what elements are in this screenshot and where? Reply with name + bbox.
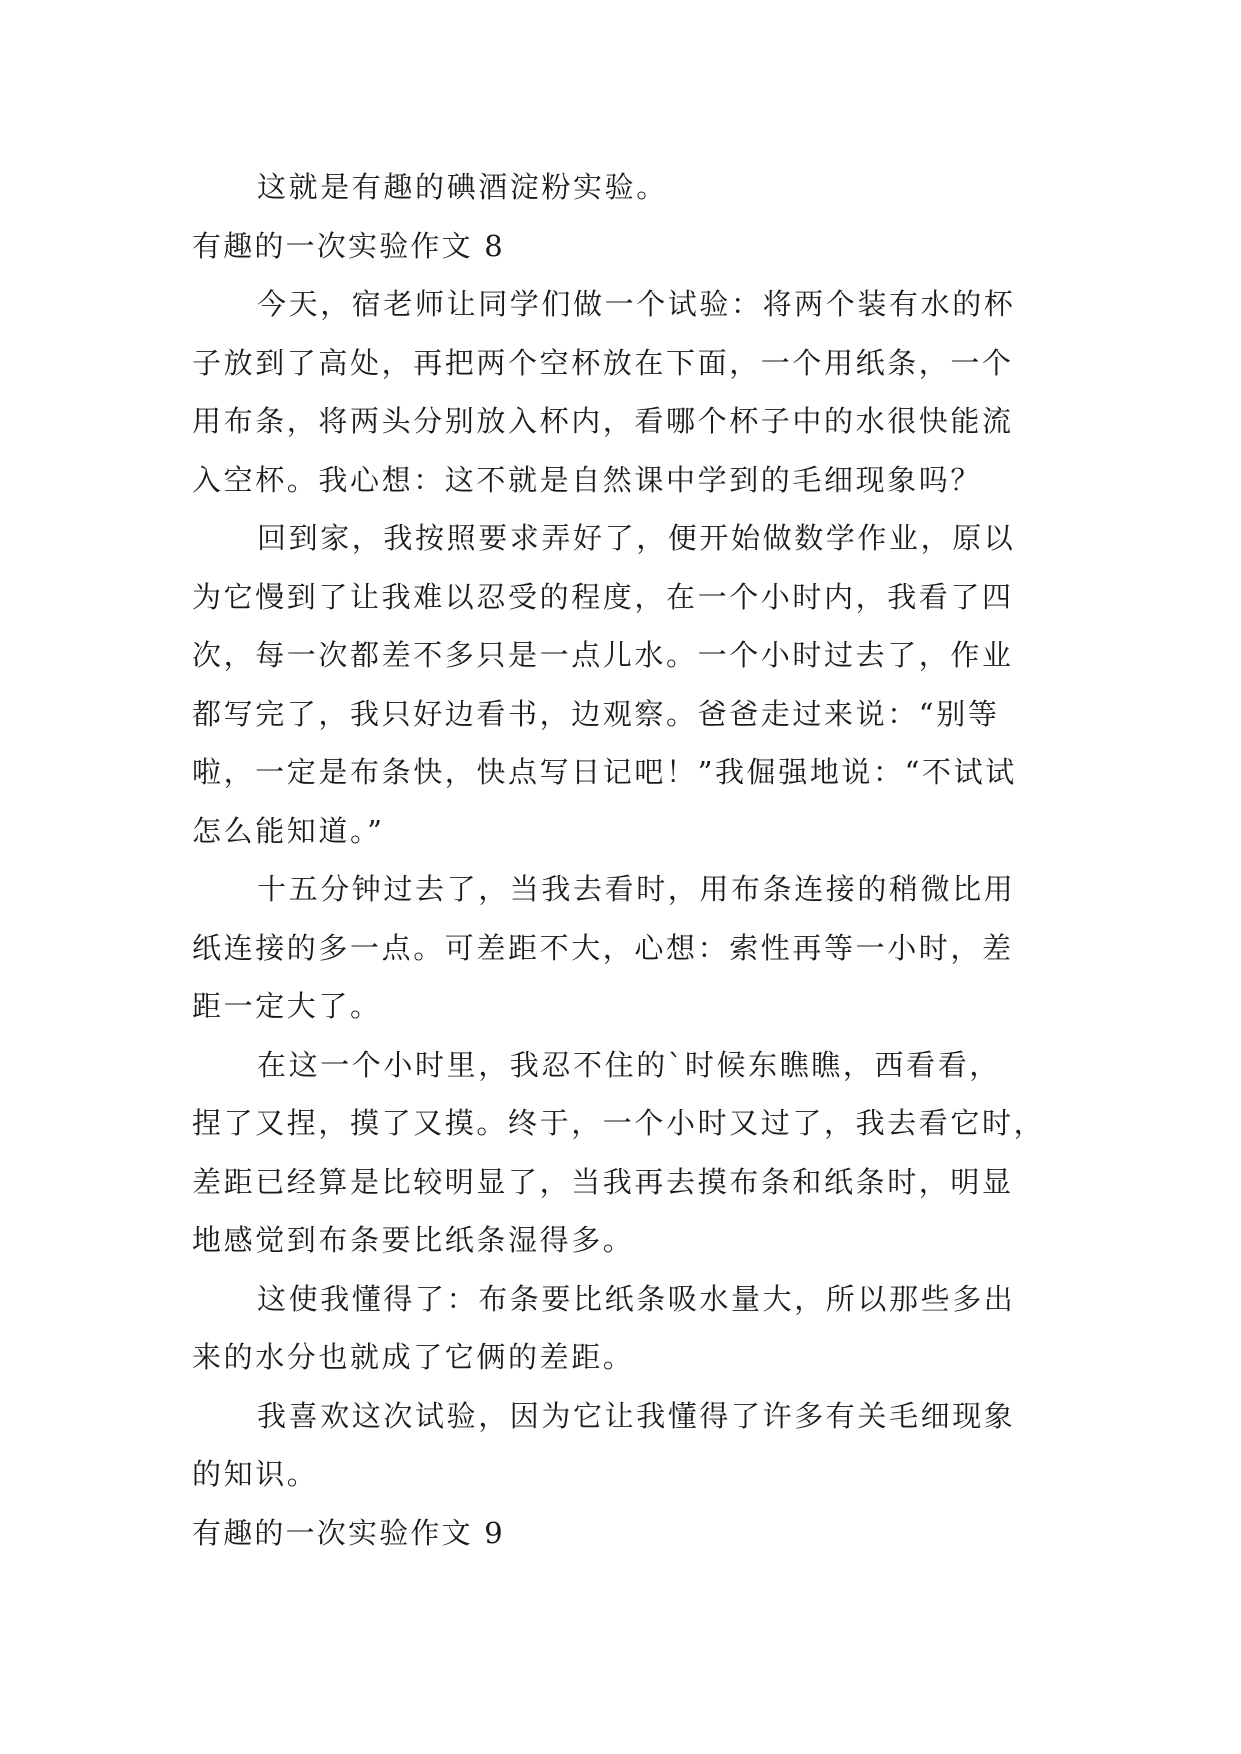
paragraph-line: 的知识。 bbox=[192, 1457, 319, 1491]
document-body bbox=[192, 158, 1052, 1562]
essay-heading-9: 有趣的一次实验作文 9 bbox=[192, 1515, 505, 1550]
paragraph-line: 次，每一次都差不多只是一点儿水。一个小时过去了，作业 bbox=[192, 638, 1014, 672]
paragraph-fifteen-minutes bbox=[192, 860, 1052, 1036]
essay-heading-8: 有趣的一次实验作文 8 bbox=[192, 228, 505, 263]
paragraph-line: 差距已经算是比较明显了，当我再去摸布条和纸条时，明显 bbox=[192, 1164, 1014, 1199]
paragraph-one-hour bbox=[192, 1036, 1052, 1270]
paragraph-line: 距一定大了。 bbox=[192, 989, 382, 1023]
paragraph-line: 我喜欢这次试验，因为它让我懂得了许多有关毛细现象 bbox=[257, 1398, 1016, 1433]
paragraph-line: 为它慢到了让我难以忍受的程度，在一个小时内，我看了四 bbox=[192, 579, 1014, 614]
paragraph-line: 这就是有趣的碘酒淀粉实验。 bbox=[257, 170, 668, 204]
paragraph-line: 都写完了，我只好边看书，边观察。爸爸走过来说：“别等 bbox=[192, 696, 1000, 731]
paragraph-conclusion bbox=[192, 1270, 1052, 1387]
paragraph-enjoyment bbox=[192, 1387, 1052, 1504]
paragraph-line: 入空杯。我心想：这不就是自然课中学到的毛细现象吗？ bbox=[192, 462, 983, 497]
paragraph-closing-iodine bbox=[192, 158, 1052, 217]
paragraph-line: 这使我懂得了：布条要比纸条吸水量大，所以那些多出 bbox=[257, 1281, 1016, 1316]
paragraph-line: 捏了又捏，摸了又摸。终于，一个小时又过了，我去看它时， bbox=[192, 1106, 1046, 1140]
paragraph-line: 十五分钟过去了，当我去看时，用布条连接的稍微比用 bbox=[257, 872, 1016, 906]
paragraph-line: 啦，一定是布条快，快点写日记吧！”我倔强地说：“不试试 bbox=[192, 755, 1017, 789]
paragraph-line: 子放到了高处，再把两个空杯放在下面，一个用纸条，一个 bbox=[192, 345, 1014, 380]
paragraph-line: 今天，宿老师让同学们做一个试验：将两个装有水的杯 bbox=[257, 287, 1016, 321]
paragraph-experiment-intro bbox=[192, 275, 1052, 509]
paragraph-at-home bbox=[192, 509, 1052, 860]
paragraph-line: 回到家，我按照要求弄好了，便开始做数学作业，原以 bbox=[257, 521, 1016, 555]
paragraph-line: 用布条，将两头分别放入杯内，看哪个杯子中的水很快能流 bbox=[192, 404, 1014, 438]
paragraph-line: 纸连接的多一点。可差距不大，心想：索性再等一小时，差 bbox=[192, 930, 1014, 965]
paragraph-line: 来的水分也就成了它俩的差距。 bbox=[192, 1340, 635, 1374]
paragraph-line: 在这一个小时里，我忍不住的`时候东瞧瞧，西看看， bbox=[257, 1047, 1001, 1082]
paragraph-line: 怎么能知道。” bbox=[192, 813, 385, 848]
paragraph-line: 地感觉到布条要比纸条湿得多。 bbox=[192, 1223, 635, 1257]
